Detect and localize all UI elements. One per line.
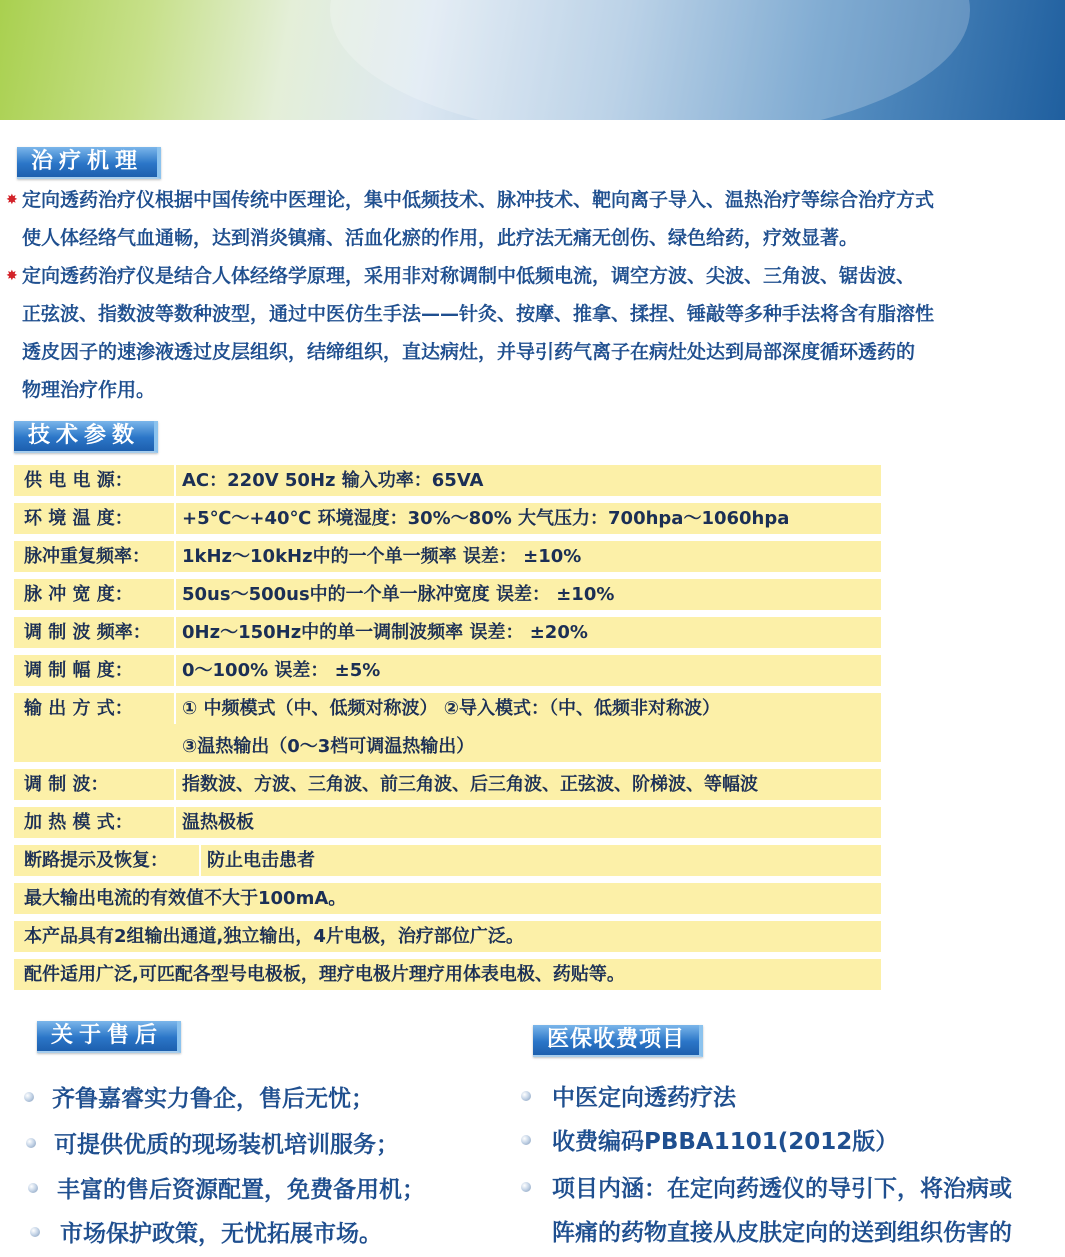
section-title-aftersales: 关于售后 [37, 1021, 181, 1053]
mechanism-line-4: 正弦波、指数波等数种波型，通过中医仿生手法——针灸、按摩、推拿、揉捏、锤敲等多种手法将含有脂溶性 [22, 303, 935, 325]
spec-value: 0～100% 误差： ±5% [174, 655, 380, 686]
spec-row [14, 807, 881, 838]
mechanism-line-5: 透皮因子的速渗液透过皮层组织，结缔组织，直达病灶，并导引药气离子在病灶处达到局部深度循环透药的 [22, 341, 916, 363]
spec-value: 指数波、方波、三角波、前三角波、后三角波、正弦波、阶梯波、等幅波 [174, 769, 758, 800]
spec-value: 50us～500us中的一个单一脉冲宽度 误差： ±10% [174, 579, 614, 610]
spec-row [14, 655, 881, 686]
bullet-star-icon: ✸ [6, 268, 18, 284]
aftersales-item: 可提供优质的现场装机培训服务； [54, 1132, 399, 1158]
bullet-dot-icon [521, 1182, 531, 1192]
spec-row [14, 465, 881, 496]
spec-note: 最大输出电流的有效值不大于100mA。 [24, 888, 347, 909]
aftersales-item: 市场保护政策，无忧拓展市场。 [60, 1221, 382, 1247]
bullet-dot-icon [30, 1227, 40, 1237]
spec-value: 防止电击患者 [199, 845, 315, 876]
mechanism-line-6: 物理治疗作用。 [22, 379, 156, 401]
mechanism-line-3: 定向透药治疗仪是结合人体经络学原理，采用非对称调制中低频电流，调空方波、尖波、三角波、锯齿波、 [22, 265, 916, 287]
mechanism-line-2: 使人体经络气血通畅，达到消炎镇痛、活血化瘀的作用，此疗法无痛无创伤、绿色给药，疗效显著。 [22, 227, 859, 249]
spec-key: 加 热 模 式： [24, 812, 133, 833]
insurance-item: 中医定向透药疗法 [552, 1085, 736, 1111]
spec-key: 脉 冲 宽 度： [24, 584, 133, 605]
spec-key: 供 电 电 源： [24, 470, 133, 491]
spec-key: 断路提示及恢复： [24, 850, 168, 871]
spec-key: 输 出 方 式： [24, 698, 133, 719]
bullet-dot-icon [28, 1183, 38, 1193]
banner-sheen [330, 0, 970, 120]
aftersales-item: 丰富的售后资源配置，免费备用机； [57, 1177, 425, 1203]
spec-value: 0Hz～150Hz中的单一调制波频率 误差： ±20% [174, 617, 588, 648]
bullet-dot-icon [24, 1092, 34, 1102]
spec-note: 本产品具有2组输出通道,独立输出，4片电极，治疗部位广泛。 [24, 926, 524, 947]
spec-value: AC：220V 50Hz 输入功率：65VA [174, 465, 483, 496]
spec-note: 配件适用广泛,可匹配各型号电极板，理疗电极片理疗用体表电极、药贴等。 [24, 964, 625, 985]
spec-value: 1kHz～10kHz中的一个单一频率 误差： ±10% [174, 541, 581, 572]
spec-value: +5℃～+40℃ 环境湿度：30%～80% 大气压力：700hpa～1060hpa [174, 503, 789, 534]
spec-note-row [14, 959, 881, 990]
insurance-item: 项目内涵：在定向药透仪的导引下，将治病或 [552, 1176, 1012, 1202]
spec-row [14, 579, 881, 610]
header-banner [0, 0, 1065, 120]
bullet-star-icon: ✸ [6, 192, 18, 208]
spec-note-row [14, 921, 881, 952]
section-title-specs: 技术参数 [14, 421, 158, 453]
spec-value: 温热极板 [174, 807, 254, 838]
spec-row [14, 845, 881, 876]
section-title-insurance: 医保收费项目 [533, 1025, 703, 1057]
bullet-dot-icon [521, 1135, 531, 1145]
spec-key: 调 制 波 频率： [24, 622, 151, 643]
spec-value-line2: ③温热输出（0～3档可调温热输出） [182, 736, 475, 757]
spec-key: 脉冲重复频率： [24, 546, 150, 567]
spec-value: ① 中频模式（中、低频对称波） ②导入模式：（中、低频非对称波） [174, 693, 720, 724]
spec-key: 调 制 波： [24, 774, 109, 795]
spec-key: 环 境 温 度： [24, 508, 133, 529]
bullet-dot-icon [521, 1091, 531, 1101]
insurance-item-continued: 阵痛的药物直接从皮肤定向的送到组织伤害的 [552, 1220, 1012, 1246]
aftersales-item: 齐鲁嘉睿实力鲁企，售后无忧； [52, 1086, 374, 1112]
spec-row [14, 503, 881, 534]
bullet-dot-icon [26, 1138, 36, 1148]
section-title-mechanism: 治疗机理 [17, 147, 161, 179]
spec-row [14, 769, 881, 800]
spec-key: 调 制 幅 度： [24, 660, 133, 681]
insurance-item: 收费编码PBBA1101(2012版） [552, 1129, 899, 1155]
spec-row [14, 541, 881, 572]
spec-row-output [14, 693, 881, 762]
spec-row [14, 617, 881, 648]
mechanism-line-1: 定向透药治疗仪根据中国传统中医理论，集中低频技术、脉冲技术、靶向离子导入、温热治疗等综合治疗方式 [22, 189, 935, 211]
spec-note-row [14, 883, 881, 914]
